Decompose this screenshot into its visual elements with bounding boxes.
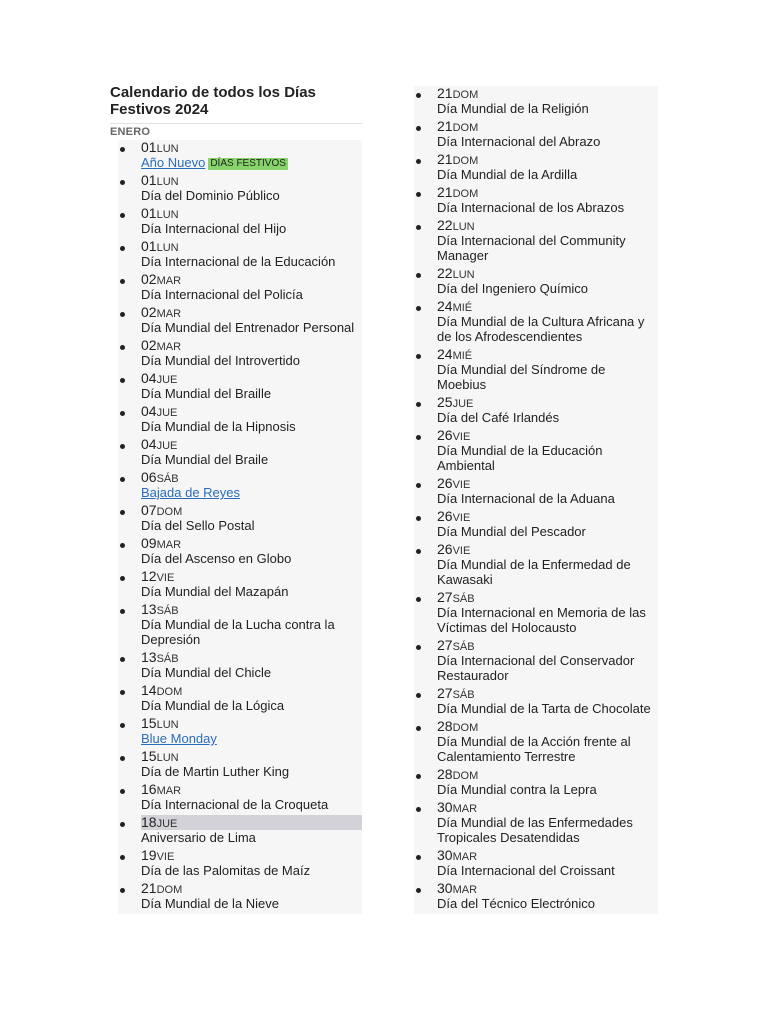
holiday-name: Día de las Palomitas de Maíz xyxy=(141,863,311,878)
date-line xyxy=(437,476,658,491)
weekday: LUN xyxy=(156,209,179,221)
weekday: DOM xyxy=(452,155,479,167)
day-number: 15 xyxy=(141,748,157,764)
holiday-tag-badge[interactable]: DÍAS FESTIVOS xyxy=(210,158,286,169)
day-number: 04 xyxy=(141,436,157,452)
weekday: VIE xyxy=(452,545,471,557)
weekday: DOM xyxy=(156,686,183,698)
holiday-link[interactable]: Bajada de Reyes xyxy=(141,485,241,500)
weekday: LUN xyxy=(452,269,475,281)
weekday: DOM xyxy=(452,122,479,134)
date-line xyxy=(437,119,658,134)
date-line xyxy=(437,719,658,734)
weekday: SÁB xyxy=(156,473,179,485)
weekday: DOM xyxy=(452,89,479,101)
weekday: VIE xyxy=(452,431,471,443)
holiday-name: Día Mundial del Entrenador Personal xyxy=(141,320,355,335)
weekday: LUN xyxy=(156,176,179,188)
holiday-item xyxy=(118,140,362,173)
date-line xyxy=(141,338,362,353)
holiday-name: Día Internacional del Conservador Restaurador xyxy=(437,653,635,683)
date-line xyxy=(437,299,658,314)
holiday-name: Día Mundial del Braille xyxy=(141,386,272,401)
weekday: JUE xyxy=(156,818,178,830)
date-line xyxy=(437,590,658,605)
holiday-item xyxy=(414,509,658,542)
weekday: JUE xyxy=(156,407,178,419)
date-line xyxy=(437,152,658,167)
date-line xyxy=(437,185,658,200)
weekday: VIE xyxy=(156,572,175,584)
date-line xyxy=(437,800,658,815)
date-line xyxy=(141,536,362,551)
day-number: 28 xyxy=(437,766,453,782)
holiday-name: Día Mundial de la Religión xyxy=(437,101,589,116)
weekday: MIÉ xyxy=(452,350,473,362)
day-number: 15 xyxy=(141,715,157,731)
day-number: 04 xyxy=(141,403,157,419)
day-number: 27 xyxy=(437,685,453,701)
day-number: 25 xyxy=(437,394,453,410)
weekday: DOM xyxy=(156,506,183,518)
page-title: Calendario de todos los Días Festivos 2024 xyxy=(110,84,362,124)
date-line xyxy=(437,218,658,233)
holiday-name: Día Internacional del Abrazo xyxy=(437,134,601,149)
holiday-name: Día Mundial contra la Lepra xyxy=(437,782,597,797)
holiday-name: Día Internacional de la Educación xyxy=(141,254,336,269)
day-number: 27 xyxy=(437,637,453,653)
weekday: MAR xyxy=(156,785,182,797)
holiday-item xyxy=(118,239,362,272)
holiday-item xyxy=(118,206,362,239)
holiday-item xyxy=(414,800,658,848)
holiday-item xyxy=(414,848,658,881)
day-number: 16 xyxy=(141,781,157,797)
weekday: VIE xyxy=(452,479,471,491)
holiday-name: Día del Técnico Electrónico xyxy=(437,896,596,911)
holiday-name: Día Internacional del Croissant xyxy=(437,863,615,878)
day-number: 30 xyxy=(437,880,453,896)
weekday: MAR xyxy=(156,539,182,551)
day-number: 21 xyxy=(141,880,157,896)
holiday-item xyxy=(118,650,362,683)
holiday-name: Día Internacional del Hijo xyxy=(141,221,287,236)
holiday-name: Día Internacional de la Croqueta xyxy=(141,797,329,812)
holiday-list-right xyxy=(414,86,658,914)
holiday-name: Día Mundial del Pescador xyxy=(437,524,586,539)
holiday-name: Día Mundial de la Nieve xyxy=(141,896,280,911)
holiday-item xyxy=(118,881,362,914)
holiday-name: Día Mundial de la Ardilla xyxy=(437,167,578,182)
day-number: 19 xyxy=(141,847,157,863)
holiday-item xyxy=(118,173,362,206)
holiday-name: Día Internacional del Policía xyxy=(141,287,303,302)
holiday-item xyxy=(118,683,362,716)
holiday-name: Día del Sello Postal xyxy=(141,518,255,533)
date-line xyxy=(141,305,362,320)
holiday-name: Día Mundial de la Acción frente al Calentamiento Terrestre xyxy=(437,734,631,764)
weekday: LUN xyxy=(452,221,475,233)
weekday: DOM xyxy=(452,722,479,734)
day-number: 24 xyxy=(437,346,453,362)
holiday-name: Día Internacional del Community Manager xyxy=(437,233,626,263)
weekday: MIÉ xyxy=(452,302,473,314)
holiday-item xyxy=(414,590,658,638)
weekday: DOM xyxy=(452,770,479,782)
weekday: LUN xyxy=(156,242,179,254)
date-line xyxy=(437,266,658,281)
date-line xyxy=(141,881,362,896)
day-number: 18 xyxy=(141,814,157,830)
holiday-item xyxy=(414,542,658,590)
day-number: 26 xyxy=(437,427,453,443)
weekday: MAR xyxy=(156,341,182,353)
holiday-item xyxy=(118,272,362,305)
holiday-item xyxy=(414,347,658,395)
holiday-item xyxy=(118,437,362,470)
day-number: 21 xyxy=(437,184,453,200)
holiday-item xyxy=(414,299,658,347)
day-number: 26 xyxy=(437,475,453,491)
holiday-name: Día Mundial de la Cultura Africana y de los Afrodescendientes xyxy=(437,314,645,344)
holiday-item xyxy=(414,218,658,266)
holiday-item xyxy=(118,602,362,650)
weekday: JUE xyxy=(156,440,178,452)
holiday-name: Día Mundial de las Enfermedades Tropicales Desatendidas xyxy=(437,815,633,845)
holiday-item xyxy=(414,86,658,119)
holiday-name: Día Mundial de la Hipnosis xyxy=(141,419,296,434)
holiday-item xyxy=(118,470,362,503)
date-line xyxy=(141,716,362,731)
date-line xyxy=(437,881,658,896)
weekday: LUN xyxy=(156,752,179,764)
weekday: MAR xyxy=(452,803,478,815)
date-line xyxy=(437,86,658,101)
weekday: SÁB xyxy=(156,653,179,665)
weekday: MAR xyxy=(452,851,478,863)
day-number: 24 xyxy=(437,298,453,314)
date-line xyxy=(141,404,362,419)
right-column xyxy=(414,86,658,914)
day-number: 26 xyxy=(437,508,453,524)
day-number: 02 xyxy=(141,271,157,287)
day-number: 21 xyxy=(437,118,453,134)
day-number: 30 xyxy=(437,799,453,815)
day-number: 07 xyxy=(141,502,157,518)
weekday: VIE xyxy=(452,512,471,524)
holiday-name: Día del Ingeniero Químico xyxy=(437,281,589,296)
date-line xyxy=(141,371,362,386)
holiday-name: Día Mundial de la Lucha contra la Depresión xyxy=(141,617,335,647)
date-line xyxy=(141,503,362,518)
holiday-item xyxy=(414,185,658,218)
holiday-item xyxy=(118,749,362,782)
day-number: 09 xyxy=(141,535,157,551)
date-line xyxy=(141,683,362,698)
holiday-item xyxy=(118,371,362,404)
date-line xyxy=(437,542,658,557)
date-line xyxy=(141,815,362,830)
holiday-item xyxy=(118,503,362,536)
weekday: SÁB xyxy=(452,593,475,605)
day-number: 01 xyxy=(141,205,157,221)
holiday-name: Día del Café Irlandés xyxy=(437,410,560,425)
weekday: MAR xyxy=(452,884,478,896)
day-number: 13 xyxy=(141,601,157,617)
holiday-name: Día de Martin Luther King xyxy=(141,764,290,779)
holiday-item xyxy=(414,686,658,719)
holiday-item xyxy=(118,569,362,602)
date-line xyxy=(437,347,658,362)
date-line xyxy=(437,686,658,701)
holiday-name: Día del Ascenso en Globo xyxy=(141,551,292,566)
left-column xyxy=(110,84,362,914)
day-number: 22 xyxy=(437,217,453,233)
weekday: DOM xyxy=(156,884,183,896)
holiday-list-left xyxy=(118,140,362,914)
weekday: SÁB xyxy=(452,641,475,653)
holiday-name: Día Internacional de la Aduana xyxy=(437,491,615,506)
weekday: MAR xyxy=(156,308,182,320)
day-number: 21 xyxy=(437,85,453,101)
date-line xyxy=(141,602,362,617)
holiday-item xyxy=(118,305,362,338)
day-number: 30 xyxy=(437,847,453,863)
weekday: SÁB xyxy=(156,605,179,617)
day-number: 28 xyxy=(437,718,453,734)
holiday-item xyxy=(118,404,362,437)
weekday: SÁB xyxy=(452,689,475,701)
date-line xyxy=(437,428,658,443)
date-line xyxy=(141,206,362,221)
day-number: 01 xyxy=(141,238,157,254)
day-number: 02 xyxy=(141,337,157,353)
holiday-item xyxy=(414,881,658,914)
holiday-name: Día Mundial de la Tarta de Chocolate xyxy=(437,701,651,716)
holiday-item xyxy=(414,428,658,476)
holiday-name: Día Mundial del Síndrome de Moebius xyxy=(437,362,606,392)
weekday: LUN xyxy=(156,143,179,155)
holiday-name: Día Mundial de la Enfermedad de Kawasaki xyxy=(437,557,631,587)
holiday-name: Aniversario de Lima xyxy=(141,830,256,845)
holiday-item xyxy=(414,719,658,767)
day-number: 01 xyxy=(141,139,157,155)
day-number: 14 xyxy=(141,682,157,698)
weekday: VIE xyxy=(156,851,175,863)
date-line xyxy=(437,638,658,653)
weekday: DOM xyxy=(452,188,479,200)
holiday-item xyxy=(414,476,658,509)
holiday-name: Día Internacional en Memoria de las Víctimas del Holocausto xyxy=(437,605,646,635)
date-line xyxy=(141,272,362,287)
holiday-name: Día Mundial del Braile xyxy=(141,452,269,467)
month-label: ENERO xyxy=(110,126,151,138)
date-line xyxy=(141,650,362,665)
date-line xyxy=(141,173,362,188)
day-number: 21 xyxy=(437,151,453,167)
date-line xyxy=(141,437,362,452)
date-line xyxy=(437,395,658,410)
weekday: JUE xyxy=(452,398,474,410)
date-line xyxy=(437,848,658,863)
weekday: JUE xyxy=(156,374,178,386)
day-number: 12 xyxy=(141,568,157,584)
holiday-item xyxy=(118,782,362,815)
holiday-item xyxy=(118,848,362,881)
date-line xyxy=(141,848,362,863)
date-line xyxy=(141,239,362,254)
day-number: 22 xyxy=(437,265,453,281)
holiday-name: Día Mundial del Introvertido xyxy=(141,353,300,368)
date-line xyxy=(141,140,362,155)
weekday: LUN xyxy=(156,719,179,731)
date-line xyxy=(437,767,658,782)
holiday-item xyxy=(414,395,658,428)
holiday-name: Día del Dominio Público xyxy=(141,188,280,203)
holiday-item xyxy=(118,536,362,569)
day-number: 06 xyxy=(141,469,157,485)
date-line xyxy=(141,569,362,584)
holiday-item xyxy=(414,767,658,800)
day-number: 27 xyxy=(437,589,453,605)
holiday-item xyxy=(118,716,362,749)
day-number: 02 xyxy=(141,304,157,320)
holiday-name: Día Mundial de la Lógica xyxy=(141,698,285,713)
holiday-item xyxy=(118,338,362,371)
date-line xyxy=(141,749,362,764)
date-line xyxy=(141,470,362,485)
holiday-link[interactable]: Blue Monday xyxy=(141,731,217,746)
holiday-item xyxy=(414,638,658,686)
holiday-item xyxy=(414,266,658,299)
day-number: 01 xyxy=(141,172,157,188)
holiday-name: Día Mundial del Mazapán xyxy=(141,584,289,599)
weekday: MAR xyxy=(156,275,182,287)
holiday-item xyxy=(414,119,658,152)
day-number: 26 xyxy=(437,541,453,557)
date-line xyxy=(141,782,362,797)
day-number: 04 xyxy=(141,370,157,386)
holiday-link[interactable]: Año Nuevo xyxy=(141,155,206,170)
date-line xyxy=(437,509,658,524)
day-number: 13 xyxy=(141,649,157,665)
holiday-name: Día Mundial del Chicle xyxy=(141,665,272,680)
holiday-item xyxy=(414,152,658,185)
holiday-name: Día Mundial de la Educación Ambiental xyxy=(437,443,603,473)
holiday-name: Día Internacional de los Abrazos xyxy=(437,200,625,215)
holiday-item xyxy=(118,815,362,848)
